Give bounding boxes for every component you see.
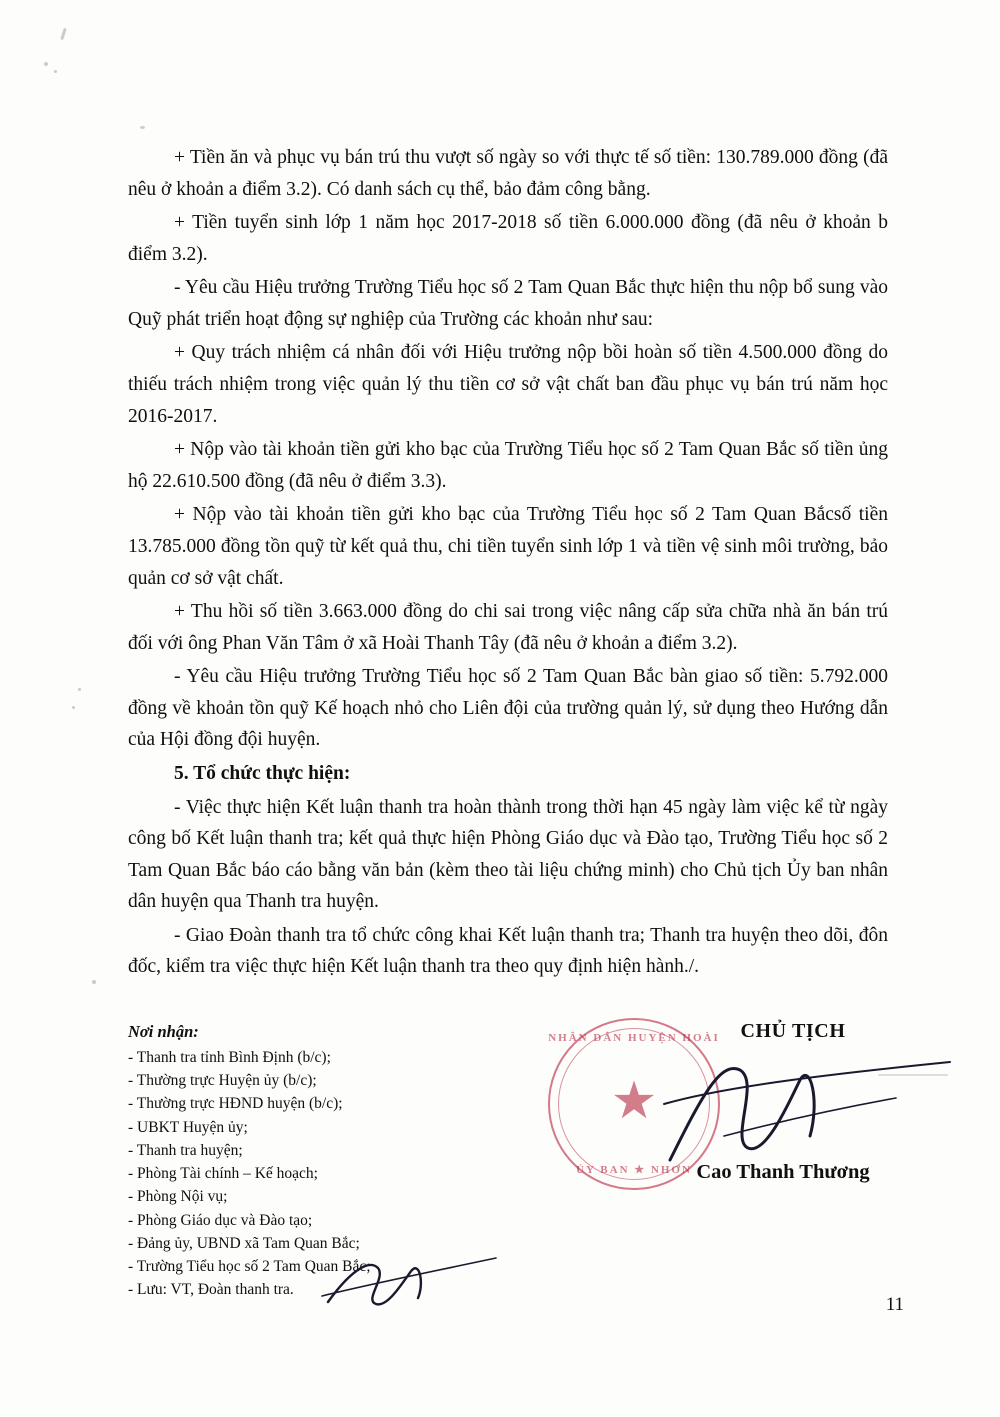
scan-speck (54, 70, 57, 73)
list-item: - Phòng Tài chính – Kế hoạch; (128, 1165, 318, 1182)
list-item: - Phòng Nội vụ; (128, 1188, 228, 1206)
paragraph: + Thu hồi số tiền 3.663.000 đồng do chi sai trong việc nâng cấp sửa chữa nhà ăn bán trú đối với ông Phan Văn Tâm ở xã Hoài Thanh Tây (đã nêu ở khoản a điểm 3.2). (128, 601, 888, 654)
recipients-title: Nơi nhận: (128, 1022, 199, 1041)
page-number: 11 (885, 1294, 904, 1315)
scan-speck (60, 28, 67, 40)
list-item: - Thường trực HĐND huyện (b/c); (128, 1095, 343, 1113)
scan-speck (72, 706, 75, 709)
signature-block (598, 1020, 928, 1184)
scan-speck (92, 980, 96, 984)
list-item: - Thanh tra tỉnh Bình Định (b/c); (128, 1048, 331, 1066)
signatory-name: Cao Thanh Thương (696, 1161, 870, 1183)
seal-arc-bottom-text: ỦY BAN ★ NHƠN (576, 1164, 692, 1176)
scan-speck (44, 62, 48, 66)
list-item: - Trường Tiểu học số 2 Tam Quan Bắc; (128, 1258, 371, 1275)
paragraph: + Nộp vào tài khoản tiền gửi kho bạc của Trường Tiểu học số 2 Tam Quan Bắcsố tiền 13.785.000 đồng tồn quỹ từ kết quả thu, chi tiền tuyển sinh lớp 1 và tiền vệ sinh môi trường, bảo quản cơ sở vật chất. (128, 504, 888, 589)
seal-arc-top-text: NHÂN DÂN HUYỆN HOÀI (548, 1032, 720, 1044)
paragraph: - Việc thực hiện Kết luận thanh tra hoàn thành trong thời hạn 45 ngày làm việc kể từ ngày công bố Kết luận thanh tra; kết quả thực hiện Phòng Giáo dục và Đào tạo, Trường Tiểu học số 2 Tam Quan Bắc báo cáo bằng văn bản (kèm theo tài liệu chứng minh) cho Chủ tịch Ủy ban nhân dân huyện qua Thanh tra huyện. (128, 796, 888, 913)
recipients-list (128, 1046, 458, 1302)
list-item: - Thanh tra huyện; (128, 1141, 243, 1159)
list-item: - Phòng Giáo dục và Đào tạo; (128, 1211, 313, 1229)
list-item: - Lưu: VT, Đoàn thanh tra. (128, 1281, 294, 1299)
list-item: - Đảng ủy, UBND xã Tam Quan Bắc; (128, 1234, 360, 1252)
paragraph: + Tiền tuyển sinh lớp 1 năm học 2017-2018 số tiền 6.000.000 đồng (đã nêu ở khoản b điểm 3.2). (128, 212, 888, 265)
list-item: - Thường trực Huyện ủy (b/c); (128, 1072, 317, 1089)
recipients-block (128, 1020, 458, 1302)
paragraph: + Tiền ăn và phục vụ bán trú thu vượt số ngày so với thực tế số tiền: 130.789.000 đồng (đã nêu ở khoản a điểm 3.2). Có danh sách cụ thể, bảo đảm công bằng. (128, 147, 888, 200)
paragraph: - Giao Đoàn thanh tra tổ chức công khai Kết luận thanh tra; Thanh tra huyện theo dõi, đôn đốc, kiểm tra việc thực hiện Kết luận thanh tra theo quy định hiện hành./. (128, 924, 888, 978)
document-body (128, 142, 888, 985)
list-item: - UBKT Huyện ủy; (128, 1118, 248, 1136)
scan-speck (140, 126, 145, 129)
paragraph: + Nộp vào tài khoản tiền gửi kho bạc của Trường Tiểu học số 2 Tam Quan Bắc số tiền ủng hộ 22.610.500 đồng (đã nêu ở điểm 3.3). (128, 439, 888, 492)
scan-speck (78, 688, 81, 691)
paragraph: - Yêu cầu Hiệu trưởng Trường Tiểu học số 2 Tam Quan Bắc bàn giao số tiền: 5.792.000 đồng về khoản tồn quỹ Kế hoạch nhỏ cho Liên đội của trường quản lý, sử dụng theo Hướng dẫn của Hội đồng đội huyện. (128, 666, 888, 751)
paragraph: + Quy trách nhiệm cá nhân đối với Hiệu trưởng nộp bồi hoàn số tiền 4.500.000 đồng do thiếu trách nhiệm trong việc quản lý thu tiền cơ sở vật chất ban đầu phục vụ bán trú năm học 2016-2017. (128, 342, 888, 427)
paragraph: - Yêu cầu Hiệu trưởng Trường Tiểu học số 2 Tam Quan Bắc thực hiện thu nộp bổ sung vào Quỹ phát triển hoạt động sự nghiệp của Trường các khoản như sau: (128, 277, 888, 330)
star-icon: ★ (610, 1072, 658, 1130)
signatory-title: CHỦ TỊCH (740, 1020, 846, 1042)
section-heading: 5. Tổ chức thực hiện: (174, 762, 351, 784)
